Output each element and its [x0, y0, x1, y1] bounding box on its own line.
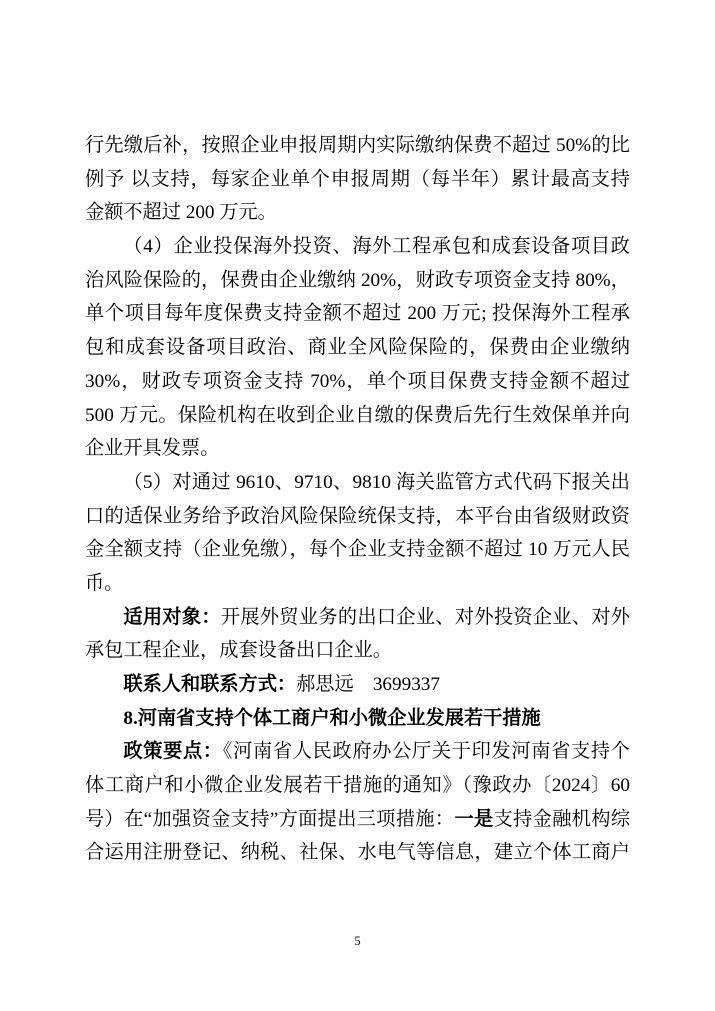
text-line [85, 399, 630, 433]
text-line [85, 432, 630, 466]
text-line [85, 533, 630, 567]
text-line [85, 196, 630, 230]
bold-text-run: 8.河南省支持个体工商户和小微企业发展若干措施 [123, 707, 541, 729]
text-run: 币。 [85, 572, 124, 594]
text-run: 30%，财政专项资金支持 70%，单个项目保费支持金额不超过 [85, 370, 630, 392]
bold-text-run: 适用对象： [123, 606, 221, 628]
text-line [85, 365, 630, 399]
text-run: 治风险保险的，保费由企业缴纳 20%，财政专项资金支持 80%， [85, 269, 630, 291]
text-run: 金额不超过 200 万元。 [85, 202, 277, 224]
text-run: 体工商户和小微企业发展若干措施的通知》（豫政办〔2024〕60 [85, 775, 630, 797]
text-line [85, 230, 630, 264]
text-run: 合运用注册登记、纳税、社保、水电气等信息，建立个体工商户 [85, 842, 630, 864]
applicable-targets-line [85, 601, 630, 635]
text-line [85, 567, 630, 601]
text-run: 口的适保业务给予政治风险保险统保支持，本平台由省级财政资 [85, 505, 630, 527]
page-number: 5 [354, 933, 361, 948]
text-line [85, 836, 630, 870]
text-run: 承包工程企业，成套设备出口企业。 [85, 640, 392, 662]
text-line [85, 331, 630, 365]
text-line [85, 803, 630, 837]
text-run: 《河南省人民政府办公厅关于印发河南省支持个 [222, 741, 630, 763]
text-line [85, 769, 630, 803]
text-line [85, 264, 630, 298]
text-run: 开展外贸业务的出口企业、对外投资企业、对外 [220, 606, 630, 628]
text-line [85, 500, 630, 534]
text-line [85, 297, 630, 331]
text-run: 金全额支持（企业免缴），每个企业支持金额不超过 10 万元人民 [85, 539, 630, 561]
section-8-heading [85, 702, 630, 736]
text-run: 企业开具发票。 [85, 438, 220, 460]
text-run: （5）对通过 9610、9710、9810 海关监管方式代码下报关出 [123, 471, 630, 493]
text-run: 500 万元。保险机构在收到企业自缴的保费后先行生效保单并向 [85, 404, 630, 426]
text-run: 行先缴后补，按照企业申报周期内实际缴纳保费不超过 50%的比 [85, 135, 630, 156]
bold-text-run: 联系人和联系方式： [123, 674, 297, 695]
text-line [85, 634, 630, 668]
text-run: 单个项目每年度保费支持金额不超过 200 万元; 投保海外工程承 [85, 303, 630, 325]
text-line [85, 163, 630, 197]
text-line [85, 129, 630, 163]
document-body [85, 129, 630, 870]
text-run: 例予 以支持，每家企业单个申报周期（每半年）累计最高支持 [85, 168, 630, 190]
text-run: 包和成套设备项目政治、商业全风险保险的，保费由企业缴纳 [85, 337, 630, 359]
text-line [85, 466, 630, 500]
text-run: 号）在“加强资金支持”方面提出三项措施： [85, 808, 455, 830]
contact-line [85, 668, 630, 702]
text-run: （4）企业投保海外投资、海外工程承包和成套设备项目政 [123, 236, 630, 258]
text-run: 支持金融机构综 [493, 808, 631, 830]
bold-text-run: 政策要点： [123, 741, 223, 763]
text-run: 郝思远 3699337 [296, 674, 440, 695]
policy-points-line [85, 735, 630, 769]
bold-text-run: 一是 [454, 808, 494, 830]
